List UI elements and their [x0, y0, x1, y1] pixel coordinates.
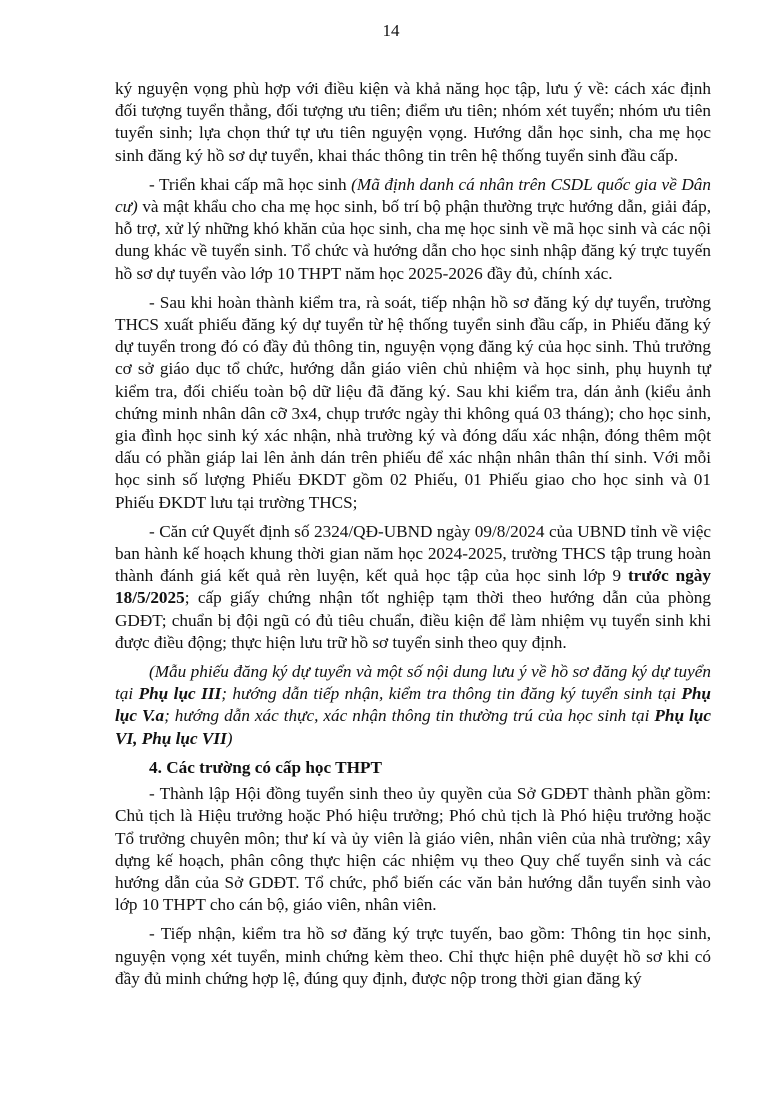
page-number: 14 [382, 21, 400, 40]
appendix-note-text: (Mẫu phiếu đăng ký dự tuyển và một số nội dung lưu ý về hồ sơ đăng ký dự tuyển tại [115, 662, 711, 704]
paragraph-admissions-council [115, 783, 711, 916]
paragraph-text-italic: (Mã định danh cá nhân trên CSDL quốc gia về Dân cư) [115, 174, 711, 217]
paragraph-text: và mật khẩu cho cha mẹ học sinh, bố trí bộ phận thường trực hướng dẫn, giải đáp, hỗ trợ, xử lý những khó khăn của học sinh, cha mẹ học sinh về mã học sinh và các nội dung khác về tuyển sinh. Tổ chức và hướng dẫn cho học sinh nhập đăng ký trực tuyến hồ sơ dự tuyển vào lớp 10 THPT năm học 2025-2026 đầy đủ, chính xác. [115, 197, 711, 283]
appendix-reference: Phụ lục V.a [115, 684, 711, 726]
paragraph-text: - Tiếp nhận, kiểm tra hồ sơ đăng ký trực tuyến, bao gồm: Thông tin học sinh, nguyện vọng xét tuyển, minh chứng kèm theo. Chỉ thực hiện phê duyệt hồ sơ khi có đầy đủ minh chứng hợp lệ, đúng quy định, được nộp trong thời gian đăng ký [115, 924, 711, 988]
appendix-note-text: ; hướng dẫn xác thực, xác nhận thông tin thường trú của học sinh tại [164, 706, 655, 726]
paragraph-text: - Triển khai cấp mã học sinh [149, 174, 352, 194]
paragraph-text: ; cấp giấy chứng nhận tốt nghiệp tạm thời theo hướng dẫn của phòng GDĐT; chuẩn bị đội ngũ có đủ tiêu chuẩn, điều kiện để làm nhiệm vụ tuyển sinh khi được điều động; thực hiện lưu trữ hồ sơ tuyển sinh theo quy định. [115, 588, 711, 652]
appendix-reference: Phụ lục III [138, 684, 222, 704]
paragraph-registration-form [115, 292, 711, 514]
paragraph-appendix-note [115, 661, 711, 750]
paragraph-student-code [115, 174, 711, 285]
appendix-reference: Phụ lục VI, Phụ lục VII [115, 706, 711, 748]
paragraph-continuation [115, 78, 711, 167]
paragraph-decision [115, 521, 711, 654]
paragraph-online-records [115, 923, 711, 990]
paragraph-text: ký nguyện vọng phù hợp với điều kiện và khả năng học tập, lưu ý về: cách xác định đối tượng tuyển thẳng, đối tượng ưu tiên; điểm ưu tiên; nhóm xét tuyển; nhóm ưu tiên tuyển sinh; lựa chọn thứ tự ưu tiên nguyện vọng. Hướng dẫn học sinh, cha mẹ học sinh đăng ký hồ sơ dự tuyển, khai thác thông tin trên hệ thống tuyển sinh đầu cấp. [115, 79, 711, 165]
paragraph-text: - Thành lập Hội đồng tuyển sinh theo ủy quyền của Sở GDĐT thành phần gồm: Chủ tịch là Hiệu trưởng hoặc Phó hiệu trưởng; Phó chủ tịch là Phó hiệu trưởng hoặc Tổ trưởng chuyên môn; thư kí và ủy viên là giáo viên, nhân viên của nhà trường; xây dựng kế hoạch, phân công thực hiện các nhiệm vụ theo Quy chế tuyển sinh và các hướng dẫn của Sở GDĐT. Tổ chức, phổ biến các văn bản hướng dẫn tuyển sinh vào lớp 10 THPT cho cán bộ, giáo viên, nhân viên. [115, 784, 711, 915]
appendix-note-text: ; hướng dẫn tiếp nhận, kiểm tra thông tin đăng ký tuyển sinh tại [221, 684, 682, 704]
paragraph-text: - Sau khi hoàn thành kiểm tra, rà soát, tiếp nhận hồ sơ đăng ký dự tuyển, trường THCS xuất phiếu đăng ký dự tuyển từ hệ thống tuyển sinh đầu cấp, in Phiếu đăng ký dự tuyển trong đó có đầy đủ thông tin, nguyện vọng đăng ký của học sinh. Thủ trưởng cơ sở giáo dục tổ chức, hướng dẫn giáo viên chủ nhiệm và học sinh, phụ huynh tự kiểm tra, đối chiếu toàn bộ dữ liệu đã đăng ký. Sau khi kiểm tra, dán ảnh (kiểu ảnh chứng minh nhân dân cỡ 3x4, chụp trước ngày thi không quá 03 tháng); cho học sinh, gia đình học sinh ký xác nhận, nhà trường ký và đóng dấu xác nhận, đóng thêm một dấu có phần giáp lai lên ảnh dán trên phiếu để xác nhận nhân thân thí sinh. Với mỗi học sinh số lượng Phiếu ĐKDT gồm 02 Phiếu, 01 Phiếu giao cho học sinh và 01 Phiếu ĐKDT lưu tại trường THCS; [115, 292, 711, 512]
section-heading: 4. Các trường có cấp học THPT [149, 757, 382, 777]
document-body [115, 78, 711, 997]
paragraph-text: - Căn cứ Quyết định số 2324/QĐ-UBND ngày 09/8/2024 của UBND tỉnh về việc ban hành kế hoạch khung thời gian năm học 2024-2025, trường THCS tập trung hoàn thành đánh giá kết quả rèn luyện, kết quả học tập của học sinh lớp 9 [115, 521, 711, 586]
appendix-note-text: ) [226, 728, 233, 748]
deadline-text: trước ngày 18/5/2025 [115, 566, 711, 608]
